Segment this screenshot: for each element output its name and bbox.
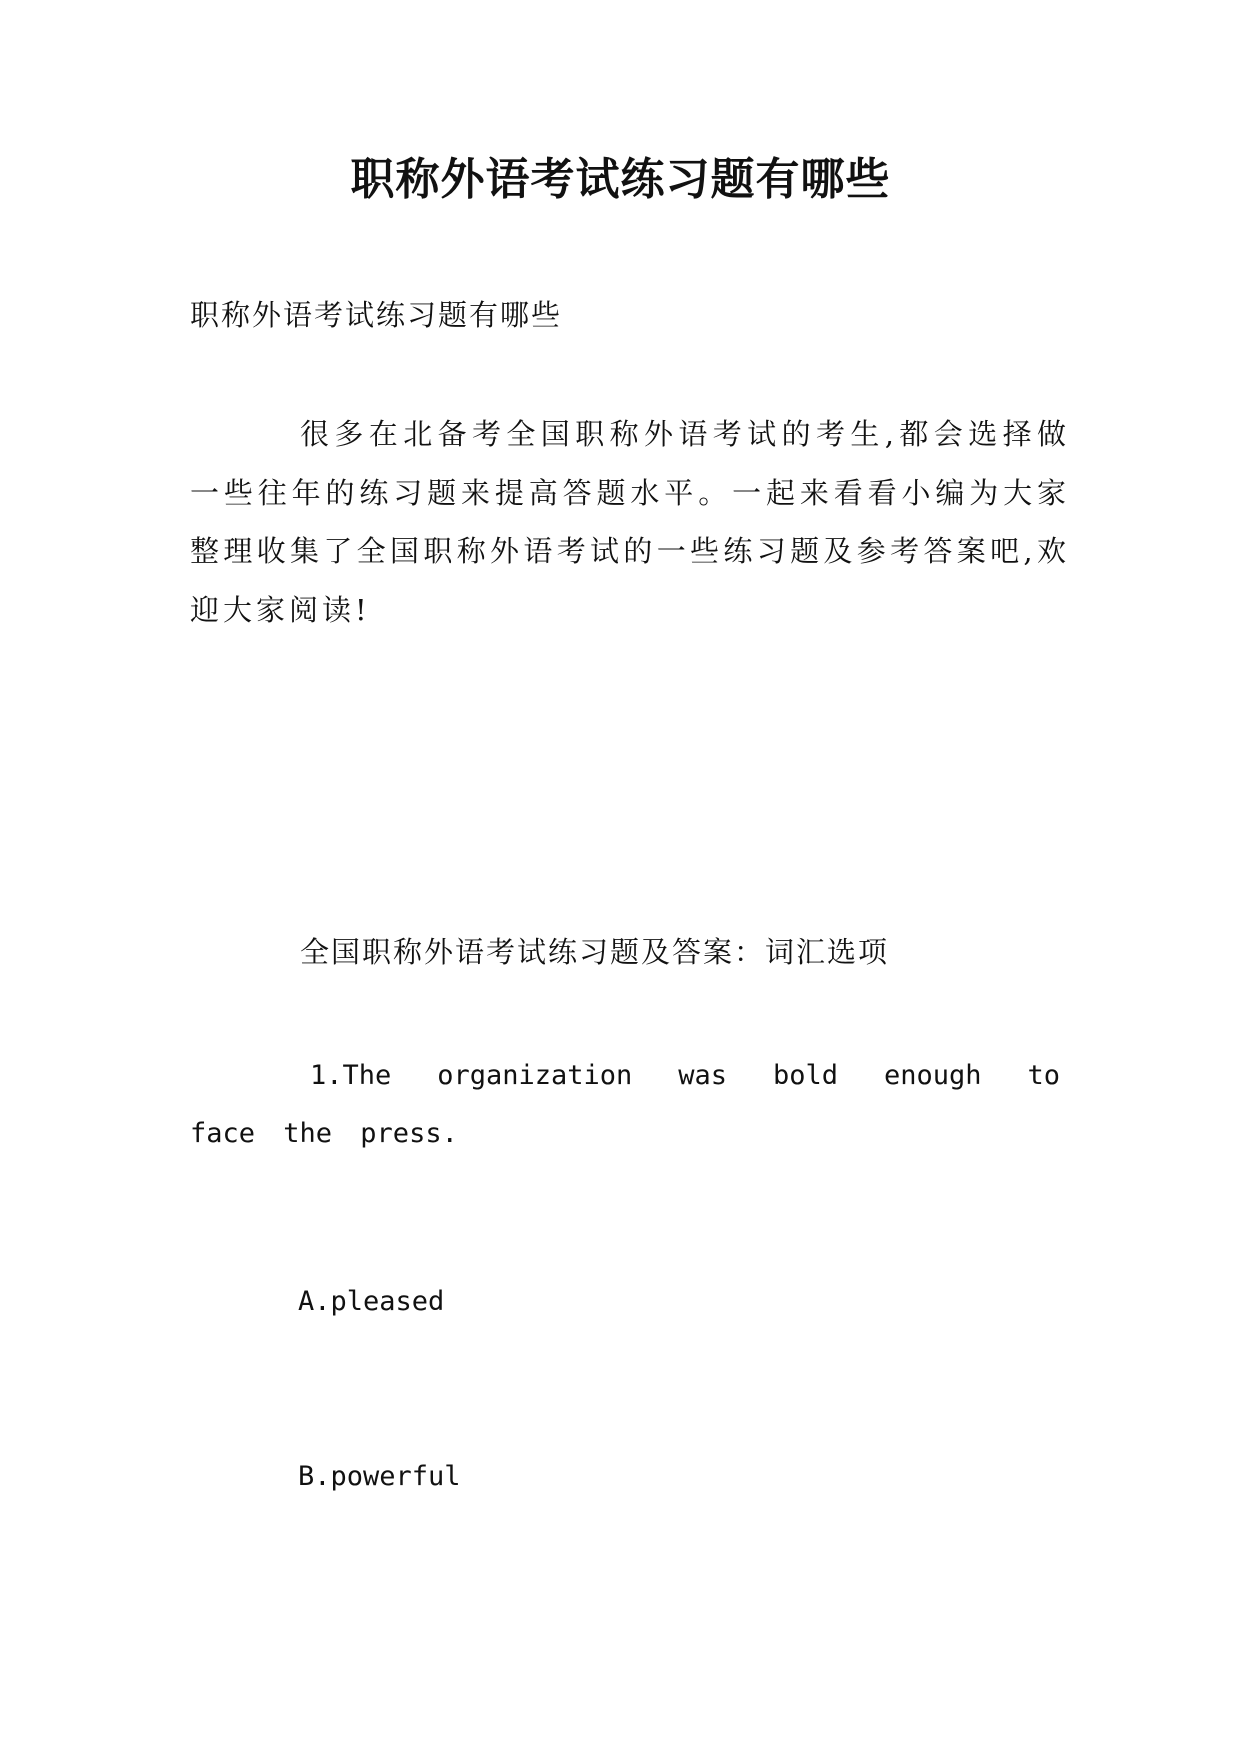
intro-paragraph: 很多在北备考全国职称外语考试的考生,都会选择做一些往年的练习题来提高答题水平。一起来看看小编为大家整理收集了全国职称外语考试的一些练习题及参考答案吧,欢迎大家阅读! — [190, 417, 1070, 627]
option-b: B.powerful — [298, 1461, 461, 1492]
option-a: A.pleased — [298, 1286, 445, 1317]
section-heading: 全国职称外语考试练习题及答案：词汇选项 — [300, 935, 890, 969]
document-title: 职称外语考试练习题有哪些 — [350, 154, 891, 205]
question-text: 1.The organization was bold enough to face the press. — [190, 1060, 1060, 1149]
document-subtitle: 职称外语考试练习题有哪些 — [190, 298, 563, 332]
